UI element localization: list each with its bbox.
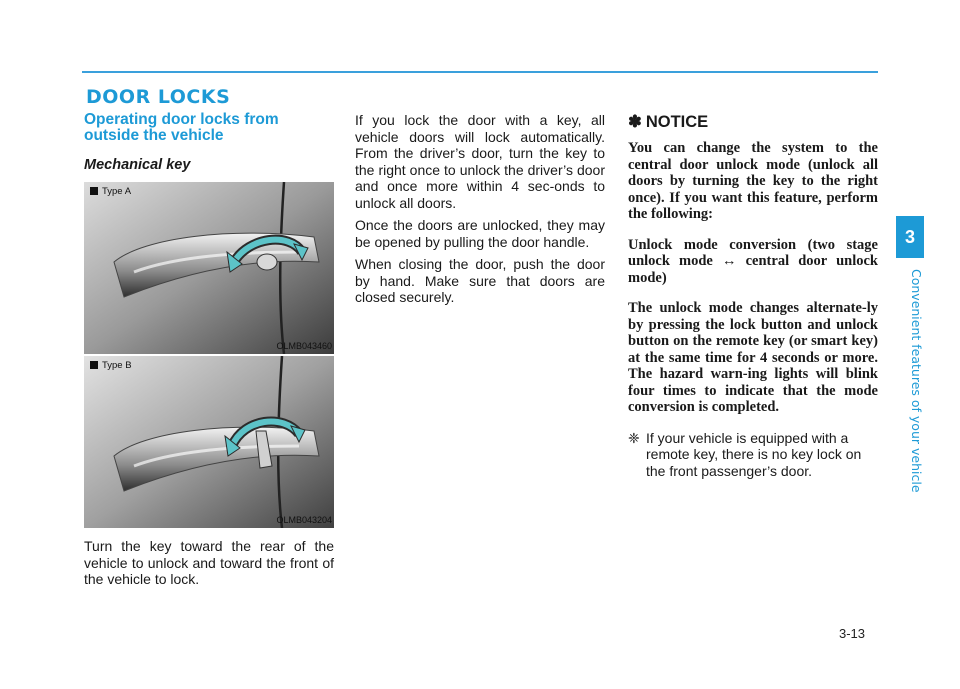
chapter-title-vertical: Convenient features of your vehicle: [909, 268, 924, 493]
notice-heading: ✽ NOTICE: [628, 113, 709, 131]
notice-paragraph: You can change the system to the central door unlock mode (unlock all doors by turning the key to the right once). If you want this feature, perform the following:: [628, 140, 878, 222]
subheading: Operating door locks from outside the vehicle: [84, 111, 279, 144]
figure-type-a-tag: Type A: [90, 186, 131, 197]
figure-type-b-code: OLMB043204: [276, 515, 332, 525]
section-title: DOOR LOCKS: [86, 86, 231, 108]
notice-note: [628, 430, 878, 480]
paragraph-key-lock: If you lock the door with a key, all vehicle doors will lock automatically. From the driver’s door, turn the key to the right once to unlock the driver’s door and once more within 4 sec-onds to unlock all doors.: [355, 112, 605, 211]
chapter-number-tab: 3: [896, 216, 924, 258]
figure-type-b: [84, 356, 334, 528]
door-handle-illustration-a: [84, 182, 334, 354]
figure-type-a-code: OLMB043460: [276, 341, 332, 351]
figure-type-b-tag: Type B: [90, 360, 132, 371]
paragraph-door-open: Once the doors are unlocked, they may be opened by pulling the door handle.: [355, 217, 605, 250]
column-middle: [355, 112, 605, 312]
paragraph-door-close: When closing the door, push the door by hand. Make sure that doors are closed securely.: [355, 256, 605, 305]
notice-star-icon: ✽: [628, 113, 642, 131]
top-rule: [82, 71, 878, 73]
notice-paragraph: The unlock mode changes alternate-ly by pressing the lock button and unlock button on the remote key (or smart key) at the same time for 4 seconds or more. The hazard warn-ing lights will blink four times to indicate that the mode conversion is completed.: [628, 300, 878, 415]
page-number: 3-13: [839, 626, 866, 641]
notice-paragraph: Unlock mode conversion (two stage unlock mode ↔ central door unlock mode): [628, 236, 878, 286]
note-text: If your vehicle is equipped with a remote key, there is no key lock on the front passenger’s door.: [646, 429, 862, 479]
door-handle-illustration-b: [84, 356, 334, 528]
column-right: [628, 112, 878, 479]
figure-caption: Turn the key toward the rear of the vehicle to unlock and toward the front of the vehicle to lock.: [84, 538, 334, 587]
note-mark-icon: ❈: [628, 429, 640, 446]
sub-subheading: Mechanical key: [84, 157, 191, 173]
figure-type-a: [84, 182, 334, 354]
column-left: [84, 112, 334, 594]
